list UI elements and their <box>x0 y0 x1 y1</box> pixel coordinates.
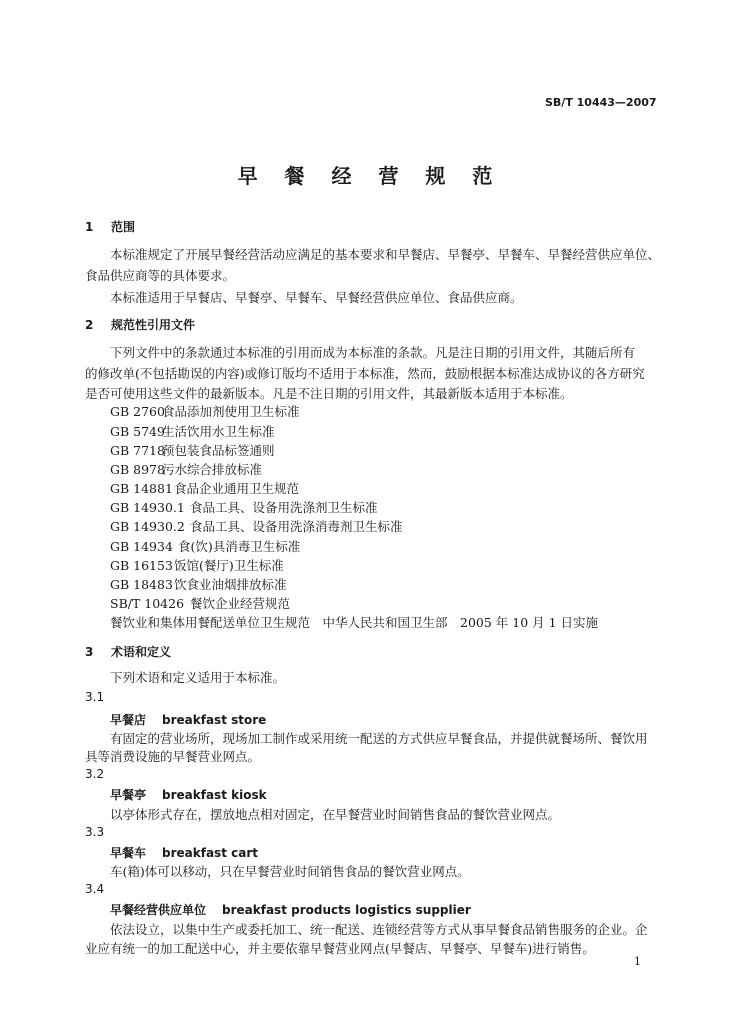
reference-item <box>110 556 284 574</box>
reference-title: 食品添加剂使用卫生标准 <box>162 404 300 419</box>
reference-item <box>110 402 300 420</box>
reference-code: GB 14930.2 <box>110 519 185 534</box>
section-2-intro-line1: 下列文件中的条款通过本标准的引用而成为本标准的条款。凡是注日期的引用文件，其随后所有 <box>110 345 636 360</box>
section-1-heading <box>85 218 135 235</box>
term-definition-line1: 车(箱)体可以移动，只在早餐营业时间销售食品的餐饮营业网点。 <box>110 864 470 879</box>
term-heading <box>110 901 471 918</box>
reference-item <box>110 479 299 497</box>
reference-item <box>110 517 403 535</box>
reference-code: GB 14881 <box>110 481 173 496</box>
reference-title: 食(饮)具消毒卫生标准 <box>178 539 301 554</box>
term-number: 3.4 <box>85 882 105 896</box>
term-definition-line1: 以亭体形式存在，摆放地点相对固定，在早餐营业时间销售食品的餐饮营业网点。 <box>110 807 561 822</box>
reference-code: GB 16153 <box>110 558 173 573</box>
section-title: 范围 <box>111 220 136 234</box>
section-number: 3 <box>85 645 94 659</box>
term-english: breakfast store <box>162 713 267 727</box>
reference-code: GB 18483 <box>110 577 173 592</box>
reference-title: 生活饮用水卫生标准 <box>162 424 275 439</box>
reference-item <box>110 594 290 612</box>
term-english: breakfast kiosk <box>162 788 267 802</box>
section-2-intro-line3: 是否可使用这些文件的最新版本。凡是不注日期的引用文件，其最新版本适用于本标准。 <box>85 386 573 401</box>
reference-item <box>110 441 275 459</box>
term-chinese: 早餐店 <box>110 713 147 727</box>
term-definition-line2: 具等消费设施的早餐营业网点。 <box>85 749 261 764</box>
section-number: 1 <box>85 220 94 234</box>
reference-code: GB 14930.1 <box>110 500 185 515</box>
reference-item <box>110 460 262 478</box>
section-title: 术语和定义 <box>111 645 172 659</box>
term-number: 3.1 <box>85 690 105 704</box>
section-2-heading <box>85 316 195 333</box>
reference-code: GB 5749 <box>110 424 165 439</box>
reference-item <box>110 537 300 555</box>
section-3-heading <box>85 643 171 660</box>
term-definition-line1: 依法设立，以集中生产或委托加工、统一配送、连锁经营等方式从事早餐食品销售服务的企业。企 <box>110 922 648 937</box>
reference-title: 饭馆(餐厅)卫生标准 <box>174 558 284 573</box>
section-1-para2: 本标准适用于早餐店、早餐亭、早餐车、早餐经营供应单位、食品供应商。 <box>110 290 523 305</box>
reference-title: 预包装食品标签通则 <box>162 443 275 458</box>
reference-code: GB 14934 <box>110 539 173 554</box>
page-number: 1 <box>634 955 641 968</box>
section-3-intro: 下列术语和定义适用于本标准。 <box>110 670 286 685</box>
term-english: breakfast cart <box>162 846 258 860</box>
term-definition-line2: 业应有统一的加工配送中心，并主要依靠早餐营业网点(早餐店、早餐亭、早餐车)进行销售。 <box>85 941 595 956</box>
section-number: 2 <box>85 318 94 332</box>
term-number: 3.2 <box>85 767 105 781</box>
reference-code: GB 8978 <box>110 462 165 477</box>
term-number: 3.3 <box>85 825 105 839</box>
reference-title: 食品企业通用卫生规范 <box>174 481 300 496</box>
term-heading <box>110 711 266 728</box>
standard-code: SB/T 10443—2007 <box>545 96 657 109</box>
term-definition-line1: 有固定的营业场所，现场加工制作或采用统一配送的方式供应早餐食品，并提供就餐场所、餐饮用 <box>110 731 648 746</box>
reference-item-last: 餐饮业和集体用餐配送单位卫生规范 中华人民共和国卫生部 2005 年 10 月 1 日实施 <box>110 615 599 630</box>
reference-item <box>110 575 287 593</box>
reference-title: 餐饮企业经营规范 <box>190 596 291 611</box>
reference-title: 食品工具、设备用洗涤消毒剂卫生标准 <box>190 519 403 534</box>
reference-code: GB 7718 <box>110 443 165 458</box>
term-chinese: 早餐车 <box>110 846 147 860</box>
term-heading <box>110 844 258 861</box>
term-chinese: 早餐经营供应单位 <box>110 903 207 917</box>
term-english: breakfast products logistics supplier <box>222 903 471 917</box>
term-heading <box>110 786 267 803</box>
term-chinese: 早餐亭 <box>110 788 147 802</box>
reference-item <box>110 498 378 516</box>
reference-code: SB/T 10426 <box>110 596 185 611</box>
document-title: 早 餐 经 营 规 范 <box>237 164 503 188</box>
reference-title: 食品工具、设备用洗涤剂卫生标准 <box>190 500 378 515</box>
section-1-para1-line1: 本标准规定了开展早餐经营活动应满足的基本要求和早餐店、早餐亭、早餐车、早餐经营供应单位、 <box>110 247 661 262</box>
reference-item <box>110 422 275 440</box>
section-title: 规范性引用文件 <box>111 318 196 332</box>
reference-code: GB 2760 <box>110 404 165 419</box>
section-1-para1-line2: 食品供应商等的具体要求。 <box>85 268 236 283</box>
reference-title: 饮食业油烟排放标准 <box>174 577 287 592</box>
reference-title: 污水综合排放标准 <box>162 462 263 477</box>
section-2-intro-line2: 的修改单(不包括勘误的内容)或修订版均不适用于本标准，然而，鼓励根据本标准达成协议的各方研究 <box>85 366 645 381</box>
